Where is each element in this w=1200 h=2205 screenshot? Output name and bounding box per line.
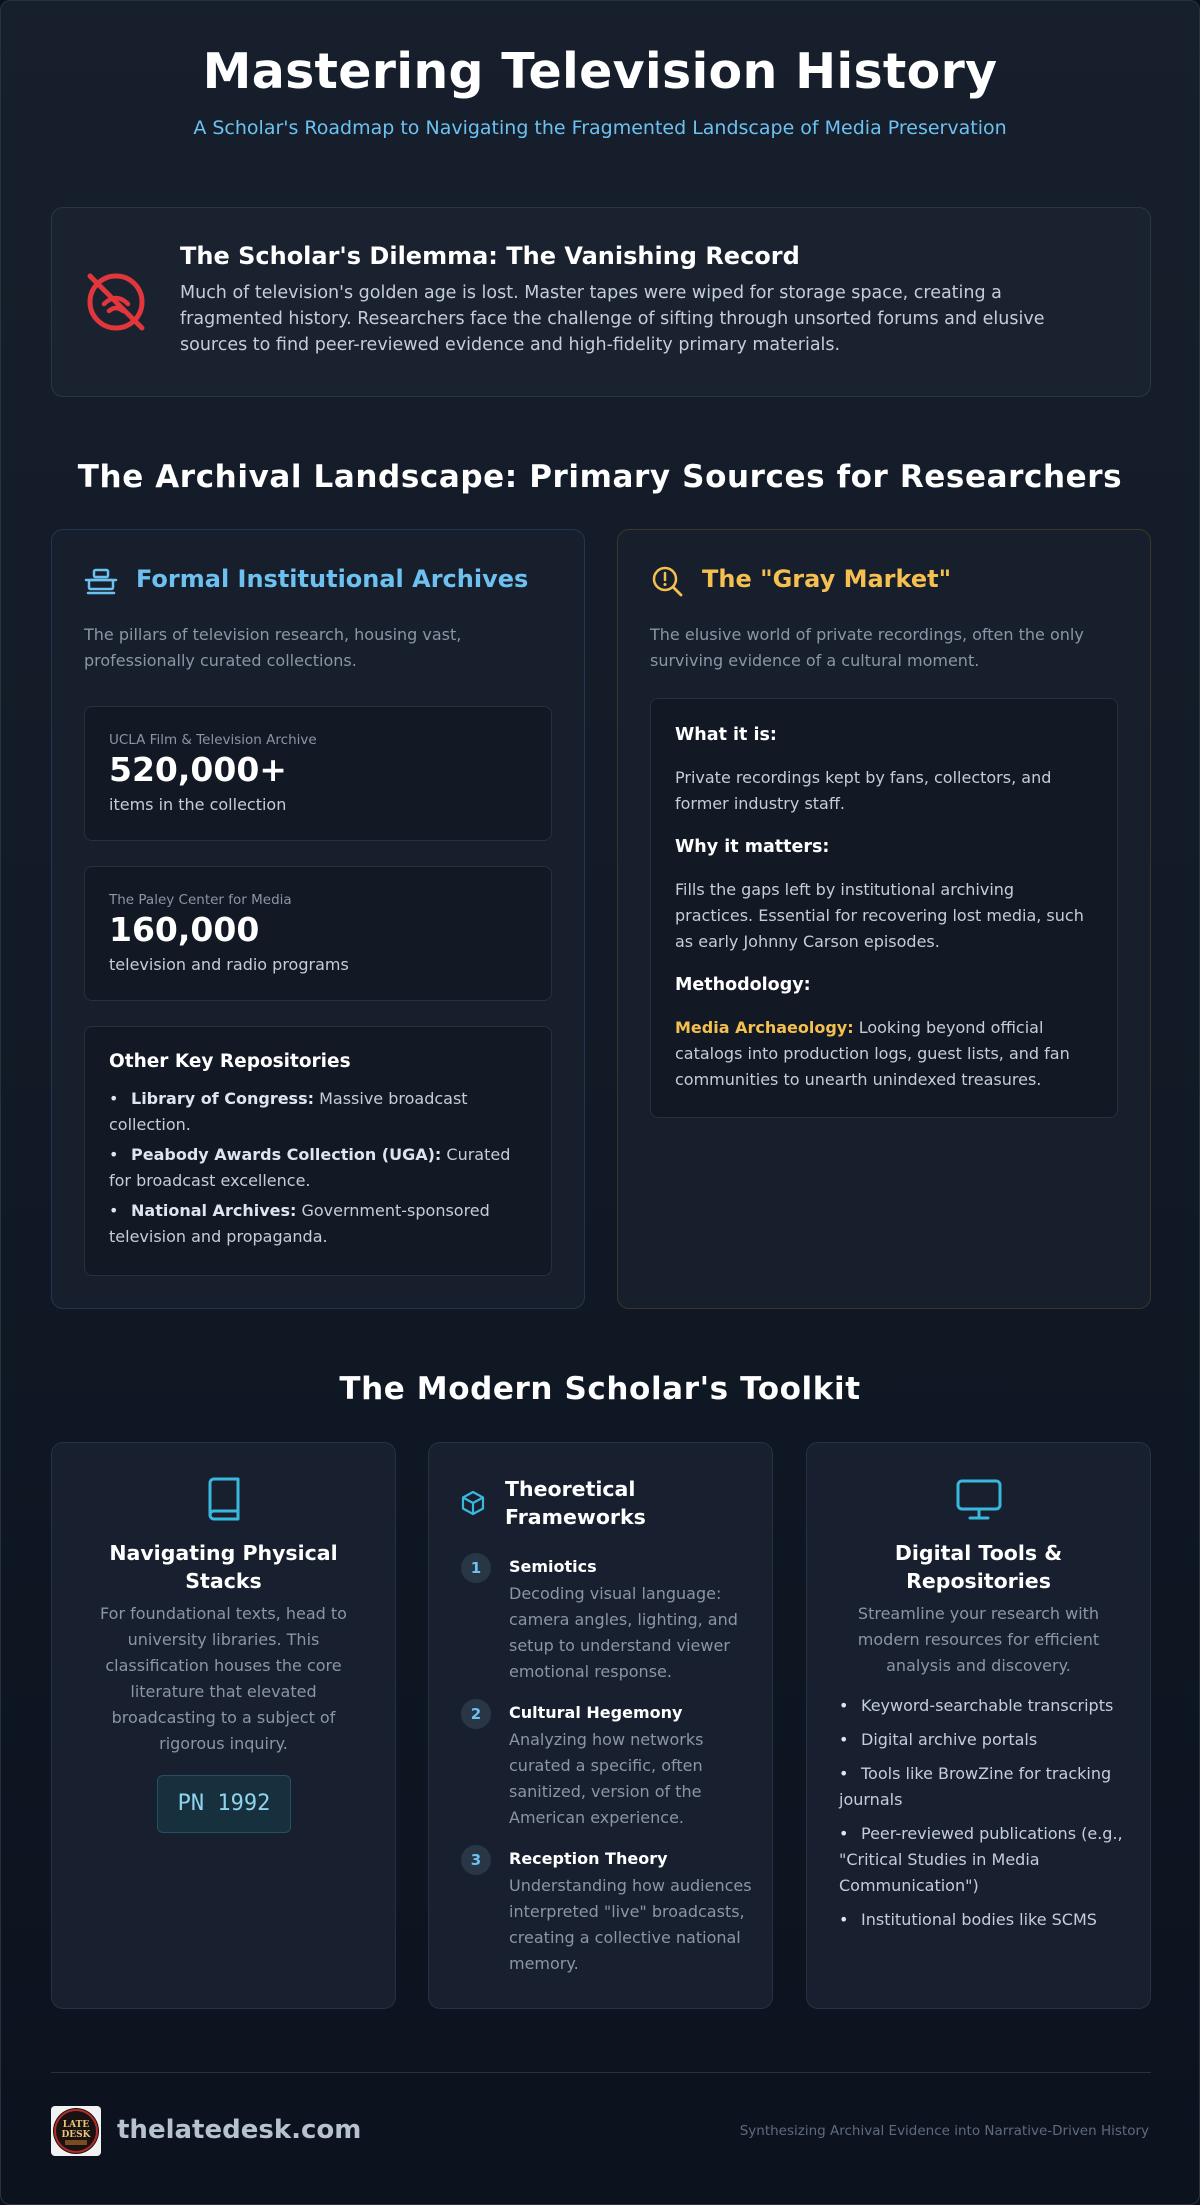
archive-icon [84,564,118,598]
repo-name: Library of Congress: [131,1089,314,1108]
list-item: • Library of Congress: Massive broadcast collection. [109,1089,468,1134]
dilemma-title: The Scholar's Dilemma: The Vanishing Record [180,242,800,270]
late-desk-logo-icon [51,2106,101,2156]
book-icon [202,1475,246,1523]
stat-desc: television and radio programs [109,955,349,974]
theory-card [428,1442,773,2009]
list-item: • Institutional bodies like SCMS [839,1910,1097,1929]
digital-tools-title: Digital Tools & Repositories [894,1541,1063,1593]
step-desc: Understanding how audiences interpreted "live" broadcasts, creating a collective national memory. [509,1876,752,1973]
stat-label: The Paley Center for Media [109,892,292,908]
step-title: Reception Theory [509,1849,668,1868]
why-text: Fills the gaps left by institutional archiving practices. Essential for recovering lost media, such as early Johnny Carson episodes. [675,880,1084,951]
stat-label: UCLA Film & Television Archive [109,732,317,748]
list-item: • Keyword-searchable transcripts [839,1696,1114,1715]
gray-market-title: The "Gray Market" [702,565,952,593]
archives-title: Formal Institutional Archives [136,565,529,593]
step-title: Semiotics [509,1557,597,1576]
stat-value: 520,000+ [109,750,287,789]
repositories-title: Other Key Repositories [109,1051,351,1072]
list-item-text: Digital archive portals [861,1730,1038,1749]
list-item: • National Archives: Government-sponsored television and propaganda. [109,1201,490,1246]
repo-name: Peabody Awards Collection (UGA): [131,1145,442,1164]
stat-card-ucla [84,706,552,841]
site-logo[interactable] [51,2106,101,2156]
repositories-list [109,1086,527,1250]
step-title: Cultural Hegemony [509,1703,683,1722]
landscape-title: The Archival Landscape: Primary Sources for Researchers [77,459,1123,495]
monitor-icon-wrap [807,1475,1150,1523]
list-item: • Digital archive portals [839,1730,1038,1749]
digital-tools-list [839,1693,1129,1941]
list-item-text: Tools like BrowZine for tracking journals [839,1764,1112,1809]
site-name[interactable]: thelatedesk.com [117,2115,362,2145]
classification-badge: PN 1992 [157,1775,291,1833]
dilemma-text: Much of television's golden age is lost. Master tapes were wiped for storage space, creating a fragmented history. Researchers face the challenge of sifting through unsorted forums and elusive sources to find peer-reviewed evidence and high-fidelity primary materials. [180,283,1045,355]
physical-stacks-card [51,1442,396,2009]
theory-title: Theoretical Frameworks [505,1477,646,1529]
gray-market-description: The elusive world of private recordings, often the only surviving evidence of a cultural moment. [650,625,1084,670]
repo-text: Curated for broadcast excellence. [109,1145,511,1190]
step-number: 2 [461,1699,491,1729]
signal-off-icon [84,270,148,334]
gray-market-card [617,529,1151,1309]
digital-tools-description: Streamline your research with modern resources for efficient analysis and discovery. [857,1604,1100,1675]
methodology-highlight: Media Archaeology: [675,1018,854,1037]
stat-card-paley [84,866,552,1001]
footer-tagline: Synthesizing Archival Evidence into Narrative-Driven History [739,2123,1149,2139]
step-number: 3 [461,1845,491,1875]
list-item: • Peabody Awards Collection (UGA): Curated for broadcast excellence. [109,1145,511,1190]
footer-divider [51,2072,1151,2073]
what-text: Private recordings kept by fans, collectors, and former industry staff. [675,768,1052,813]
toolkit-title: The Modern Scholar's Toolkit [339,1371,861,1407]
step-desc: Analyzing how networks curated a specific, often sanitized, version of the American experience. [509,1730,704,1827]
list-item-text: Institutional bodies like SCMS [861,1910,1097,1929]
repo-text: Massive broadcast collection. [109,1089,468,1134]
monitor-icon [955,1475,1003,1523]
physical-stacks-description: For foundational texts, head to university libraries. This classification houses the core literature that elevated broadcasting to a subject of rigorous inquiry. [100,1604,347,1753]
stat-desc: items in the collection [109,795,287,814]
page-title: Mastering Television History [202,43,998,100]
step-desc: Decoding visual language: camera angles, lighting, and setup to understand viewer emotional response. [509,1584,738,1681]
methodology-heading: Methodology: [675,975,811,995]
methodology-text [675,1015,1093,1093]
cube-icon [459,1489,487,1517]
list-item: • Tools like BrowZine for tracking journals [839,1764,1112,1809]
svg-text:LATE: LATE [62,2120,90,2130]
why-heading: Why it matters: [675,837,830,857]
list-item-text: Keyword-searchable transcripts [861,1696,1114,1715]
page-subtitle: A Scholar's Roadmap to Navigating the Fragmented Landscape of Media Preservation [193,117,1007,139]
gray-market-details [650,698,1118,1118]
stat-value: 160,000 [109,910,260,949]
what-heading: What it is: [675,725,777,745]
digital-tools-card [806,1442,1151,2009]
archives-card [51,529,585,1309]
archives-description: The pillars of television research, housing vast, professionally curated collections. [84,625,462,670]
step-number: 1 [461,1553,491,1583]
methodology-body: Looking beyond official catalogs into production logs, guest lists, and fan communities to unearth unindexed treasures. [675,1018,1070,1089]
svg-text:DESK: DESK [61,2130,91,2140]
list-item: • Peer-reviewed publications (e.g., "Critical Studies in Media Communication") [839,1824,1123,1895]
list-item-text: Peer-reviewed publications (e.g., "Critical Studies in Media Communication") [839,1824,1123,1895]
physical-stacks-title: Navigating Physical Stacks [109,1541,338,1593]
book-icon-wrap [52,1475,395,1523]
repositories-box [84,1026,552,1276]
dilemma-card [51,207,1151,397]
search-alert-icon [650,564,684,598]
repo-text: Government-sponsored television and propaganda. [109,1201,490,1246]
repo-name: National Archives: [131,1201,297,1220]
